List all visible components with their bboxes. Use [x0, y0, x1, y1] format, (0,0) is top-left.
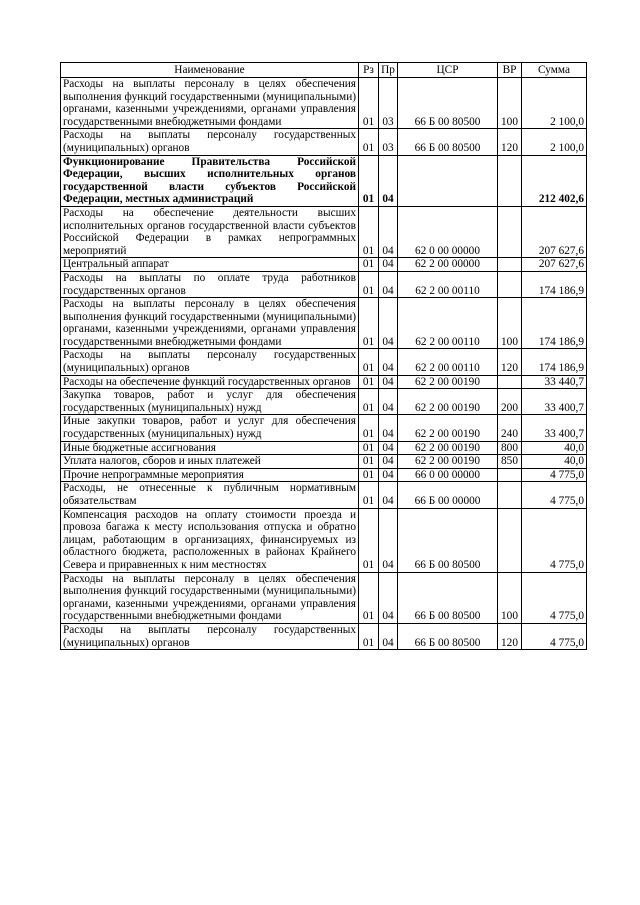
cell-name: Иные бюджетные ассигнования: [61, 441, 359, 455]
cell-vr: [498, 375, 522, 389]
cell-vr: 100: [498, 572, 522, 623]
cell-rz: 01: [359, 155, 379, 206]
cell-pr: 04: [379, 349, 398, 375]
cell-name: Прочие непрограммные мероприятия: [61, 468, 359, 482]
cell-name: Закупка товаров, работ и услуг для обеспечения государственных (муниципальных) нужд: [61, 389, 359, 415]
table-row: [61, 271, 587, 297]
table-row: [61, 482, 587, 508]
cell-rz: 01: [359, 298, 379, 349]
cell-rz: 01: [359, 572, 379, 623]
cell-rz: 01: [359, 415, 379, 441]
cell-pr: 04: [379, 206, 398, 257]
cell-rz: 01: [359, 78, 379, 129]
cell-name: Расходы на выплаты персоналу государственных (муниципальных) органов: [61, 129, 359, 155]
cell-csr: 66 Б 00 00000: [398, 482, 498, 508]
cell-vr: 120: [498, 129, 522, 155]
cell-vr: 120: [498, 623, 522, 649]
cell-sum: 4 775,0: [522, 508, 587, 572]
cell-rz: 01: [359, 375, 379, 389]
cell-sum: 40,0: [522, 441, 587, 455]
table-row: [61, 441, 587, 455]
table-row: [61, 155, 587, 206]
cell-rz: 01: [359, 623, 379, 649]
cell-rz: 01: [359, 389, 379, 415]
cell-name: Уплата налогов, сборов и иных платежей: [61, 455, 359, 469]
cell-vr: [498, 155, 522, 206]
cell-sum: 212 402,6: [522, 155, 587, 206]
cell-vr: [498, 258, 522, 272]
cell-pr: 04: [379, 455, 398, 469]
cell-name: Расходы на выплаты по оплате труда работников государственных органов: [61, 271, 359, 297]
cell-sum: 33 400,7: [522, 415, 587, 441]
cell-rz: 01: [359, 271, 379, 297]
cell-csr: 62 2 00 00110: [398, 349, 498, 375]
cell-sum: 174 186,9: [522, 271, 587, 297]
table-row: [61, 206, 587, 257]
cell-sum: 33 440,7: [522, 375, 587, 389]
cell-name: Расходы, не отнесенные к публичным нормативным обязательствам: [61, 482, 359, 508]
header-name: Наименование: [61, 63, 359, 78]
cell-name: Расходы на обеспечение деятельности высших исполнительных органов государственной власти субъектов Российской Федерации в рамках непрограммных мероприятий: [61, 206, 359, 257]
budget-table: [60, 62, 587, 650]
header-vr: ВР: [498, 63, 522, 78]
table-row: [61, 389, 587, 415]
cell-name: Расходы на выплаты персоналу в целях обеспечения выполнения функций государственными (муниципальными) органами, казенными учреждениями, органами управления государственными внебюджетными фондами: [61, 298, 359, 349]
cell-csr: 62 2 00 00190: [398, 455, 498, 469]
cell-name: Функционирование Правительства Российской Федерации, высших исполнительных органов государственной власти субъектов Российской Федерации, местных администраций: [61, 155, 359, 206]
cell-csr: 62 2 00 00190: [398, 415, 498, 441]
cell-pr: 04: [379, 508, 398, 572]
cell-vr: 800: [498, 441, 522, 455]
cell-csr: 62 2 00 00190: [398, 375, 498, 389]
cell-sum: 207 627,6: [522, 258, 587, 272]
cell-pr: 04: [379, 271, 398, 297]
cell-pr: 04: [379, 415, 398, 441]
cell-rz: 01: [359, 455, 379, 469]
cell-rz: 01: [359, 441, 379, 455]
cell-sum: 2 100,0: [522, 78, 587, 129]
cell-pr: 04: [379, 572, 398, 623]
table-row: [61, 415, 587, 441]
table-row: [61, 349, 587, 375]
cell-pr: 04: [379, 623, 398, 649]
cell-rz: 01: [359, 508, 379, 572]
table-row: [61, 78, 587, 129]
cell-sum: 33 400,7: [522, 389, 587, 415]
cell-csr: [398, 155, 498, 206]
cell-pr: 03: [379, 129, 398, 155]
cell-csr: 62 2 00 00190: [398, 441, 498, 455]
cell-name: Центральный аппарат: [61, 258, 359, 272]
cell-pr: 04: [379, 468, 398, 482]
cell-vr: 100: [498, 298, 522, 349]
cell-name: Иные закупки товаров, работ и услуг для обеспечения государственных (муниципальных) нужд: [61, 415, 359, 441]
cell-csr: 62 2 00 00110: [398, 271, 498, 297]
cell-vr: [498, 468, 522, 482]
cell-sum: 4 775,0: [522, 482, 587, 508]
cell-name: Расходы на выплаты персоналу в целях обеспечения выполнения функций государственными (муниципальными) органами, казенными учреждениями, органами управления государственными внебюджетными фондами: [61, 78, 359, 129]
cell-csr: 62 0 00 00000: [398, 206, 498, 257]
cell-rz: 01: [359, 206, 379, 257]
table-row: [61, 129, 587, 155]
cell-csr: 66 Б 00 80500: [398, 572, 498, 623]
cell-csr: 66 Б 00 80500: [398, 508, 498, 572]
table-row: [61, 298, 587, 349]
cell-pr: 04: [379, 258, 398, 272]
cell-rz: 01: [359, 258, 379, 272]
table-row: [61, 468, 587, 482]
cell-pr: 04: [379, 389, 398, 415]
table-row: [61, 258, 587, 272]
cell-rz: 01: [359, 468, 379, 482]
header-sum: Сумма: [522, 63, 587, 78]
cell-pr: 04: [379, 155, 398, 206]
cell-vr: [498, 206, 522, 257]
header-pr: Пр: [379, 63, 398, 78]
cell-name: Расходы на обеспечение функций государственных органов: [61, 375, 359, 389]
cell-pr: 04: [379, 482, 398, 508]
cell-vr: 100: [498, 78, 522, 129]
table-row: [61, 508, 587, 572]
cell-vr: 120: [498, 349, 522, 375]
cell-vr: [498, 508, 522, 572]
cell-csr: 66 0 00 00000: [398, 468, 498, 482]
table-row: [61, 455, 587, 469]
table-body: [61, 78, 587, 650]
cell-rz: 01: [359, 482, 379, 508]
cell-sum: 174 186,9: [522, 298, 587, 349]
table-row: [61, 572, 587, 623]
budget-table-page: [60, 62, 586, 650]
cell-sum: 4 775,0: [522, 572, 587, 623]
cell-rz: 01: [359, 349, 379, 375]
table-row: [61, 623, 587, 649]
cell-csr: 66 Б 00 80500: [398, 623, 498, 649]
cell-sum: 4 775,0: [522, 468, 587, 482]
cell-pr: 04: [379, 441, 398, 455]
cell-vr: 850: [498, 455, 522, 469]
cell-name: Расходы на выплаты персоналу государственных (муниципальных) органов: [61, 349, 359, 375]
cell-name: Расходы на выплаты персоналу государственных (муниципальных) органов: [61, 623, 359, 649]
cell-csr: 62 2 00 00000: [398, 258, 498, 272]
cell-pr: 04: [379, 298, 398, 349]
cell-sum: 174 186,9: [522, 349, 587, 375]
table-header-row: [61, 63, 587, 78]
cell-vr: [498, 482, 522, 508]
table-row: [61, 375, 587, 389]
cell-sum: 40,0: [522, 455, 587, 469]
cell-vr: [498, 271, 522, 297]
cell-sum: 207 627,6: [522, 206, 587, 257]
cell-csr: 66 Б 00 80500: [398, 78, 498, 129]
cell-csr: 66 Б 00 80500: [398, 129, 498, 155]
cell-name: Компенсация расходов на оплату стоимости проезда и провоза багажа к месту использования отпуска и обратно лицам, работающим в организациях, финансируемых из областного бюджета, расположенных в районах Крайнего Севера и приравненных к ним местностях: [61, 508, 359, 572]
cell-name: Расходы на выплаты персоналу в целях обеспечения выполнения функций государственными (муниципальными) органами, казенными учреждениями, органами управления государственными внебюджетными фондами: [61, 572, 359, 623]
cell-sum: 2 100,0: [522, 129, 587, 155]
cell-vr: 240: [498, 415, 522, 441]
header-rz: Рз: [359, 63, 379, 78]
cell-csr: 62 2 00 00110: [398, 298, 498, 349]
cell-sum: 4 775,0: [522, 623, 587, 649]
cell-vr: 200: [498, 389, 522, 415]
cell-pr: 03: [379, 78, 398, 129]
cell-rz: 01: [359, 129, 379, 155]
cell-pr: 04: [379, 375, 398, 389]
cell-csr: 62 2 00 00190: [398, 389, 498, 415]
header-csr: ЦСР: [398, 63, 498, 78]
